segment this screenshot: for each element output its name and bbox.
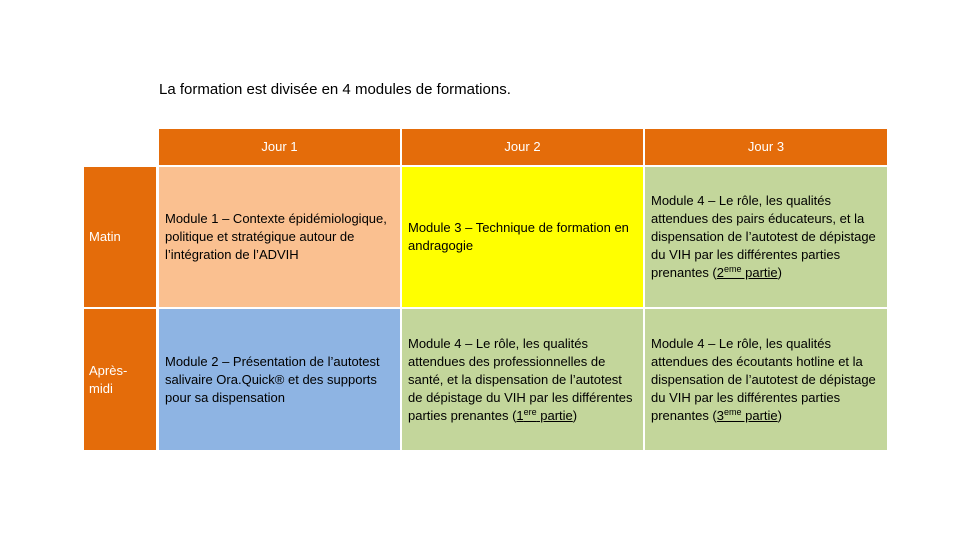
- cell-apres-midi-jour-2-close: ): [572, 407, 578, 423]
- cell-matin-jour-3-part: [717, 265, 778, 280]
- cell-matin-jour-1: [159, 167, 400, 307]
- header-jour-2-label: Jour 2: [504, 139, 541, 154]
- row-label-matin: [84, 167, 156, 307]
- cell-apres-midi-jour-1: [159, 309, 400, 450]
- cell-apres-midi-jour-2-text: [408, 335, 637, 425]
- cell-apres-midi-jour-3-ord: 3: [716, 407, 724, 423]
- cell-apres-midi-jour-3-close: ): [777, 407, 782, 423]
- cell-apres-midi-jour-2-ord: 1: [516, 407, 524, 423]
- cell-apres-midi-jour-3: [645, 309, 887, 450]
- header-jour-2: [402, 129, 643, 165]
- cell-matin-jour-2-text: Module 3 – Technique de formation en andragogie: [408, 220, 629, 253]
- cell-apres-midi-jour-2-after: partie: [536, 407, 573, 423]
- cell-matin-jour-1-text: Module 1 – Contexte épidémiologique, politique et stratégique autour de l’intégration de l’ADVIH: [165, 211, 387, 262]
- cell-apres-midi-jour-3-text: [651, 335, 881, 425]
- header-jour-1-label: Jour 1: [261, 139, 298, 154]
- header-jour-1: [159, 129, 400, 165]
- cell-matin-jour-3-ord: 2: [716, 265, 724, 280]
- cell-apres-midi-jour-3-body: Module 4 – Le rôle, les qualités attendues des écoutants hotline et la dispensation de l’autotest de dépistage du VIH par les différentes parties prenantes (: [651, 335, 876, 423]
- cell-apres-midi-jour-3-after: partie: [741, 407, 778, 423]
- header-jour-3: [645, 129, 887, 165]
- cell-apres-midi-jour-2-body: Module 4 – Le rôle, les qualités attendues des professionnelles de santé, et la dispensation de l’autotest de dépistage du VIH par les différentes parties prenantes (: [408, 335, 633, 423]
- row-label-apres-midi: [84, 309, 156, 450]
- cell-matin-jour-3-body: Module 4 – Le rôle, les qualités attendues des pairs éducateurs, et la dispensation de l’autotest de dépistage du VIH par les différentes parties prenantes (: [651, 193, 876, 280]
- cell-matin-jour-3-after: partie: [741, 265, 778, 280]
- row-label-matin-text: Matin: [89, 229, 121, 244]
- cell-apres-midi-jour-2: [402, 309, 643, 450]
- cell-apres-midi-jour-3-part: [717, 408, 778, 423]
- cell-matin-jour-2: [402, 167, 643, 307]
- cell-apres-midi-jour-1-text: Module 2 – Présentation de l’autotest salivaire Ora.Quick® et des supports pour sa dispensation: [165, 353, 380, 405]
- cell-apres-midi-jour-2-part: [516, 408, 572, 423]
- cell-matin-jour-3-close: ): [777, 265, 782, 280]
- cell-matin-jour-3: [645, 167, 887, 307]
- header-jour-3-label: Jour 3: [747, 139, 785, 154]
- page-title: La formation est divisée en 4 modules de formations.: [159, 81, 511, 98]
- cell-matin-jour-3-sup: eme: [724, 264, 742, 274]
- row-label-apres-midi-text: Après- midi: [89, 362, 128, 396]
- cell-apres-midi-jour-2-sup: ere: [523, 406, 537, 417]
- cell-matin-jour-3-text: [651, 192, 881, 282]
- cell-apres-midi-jour-3-sup: eme: [724, 406, 742, 417]
